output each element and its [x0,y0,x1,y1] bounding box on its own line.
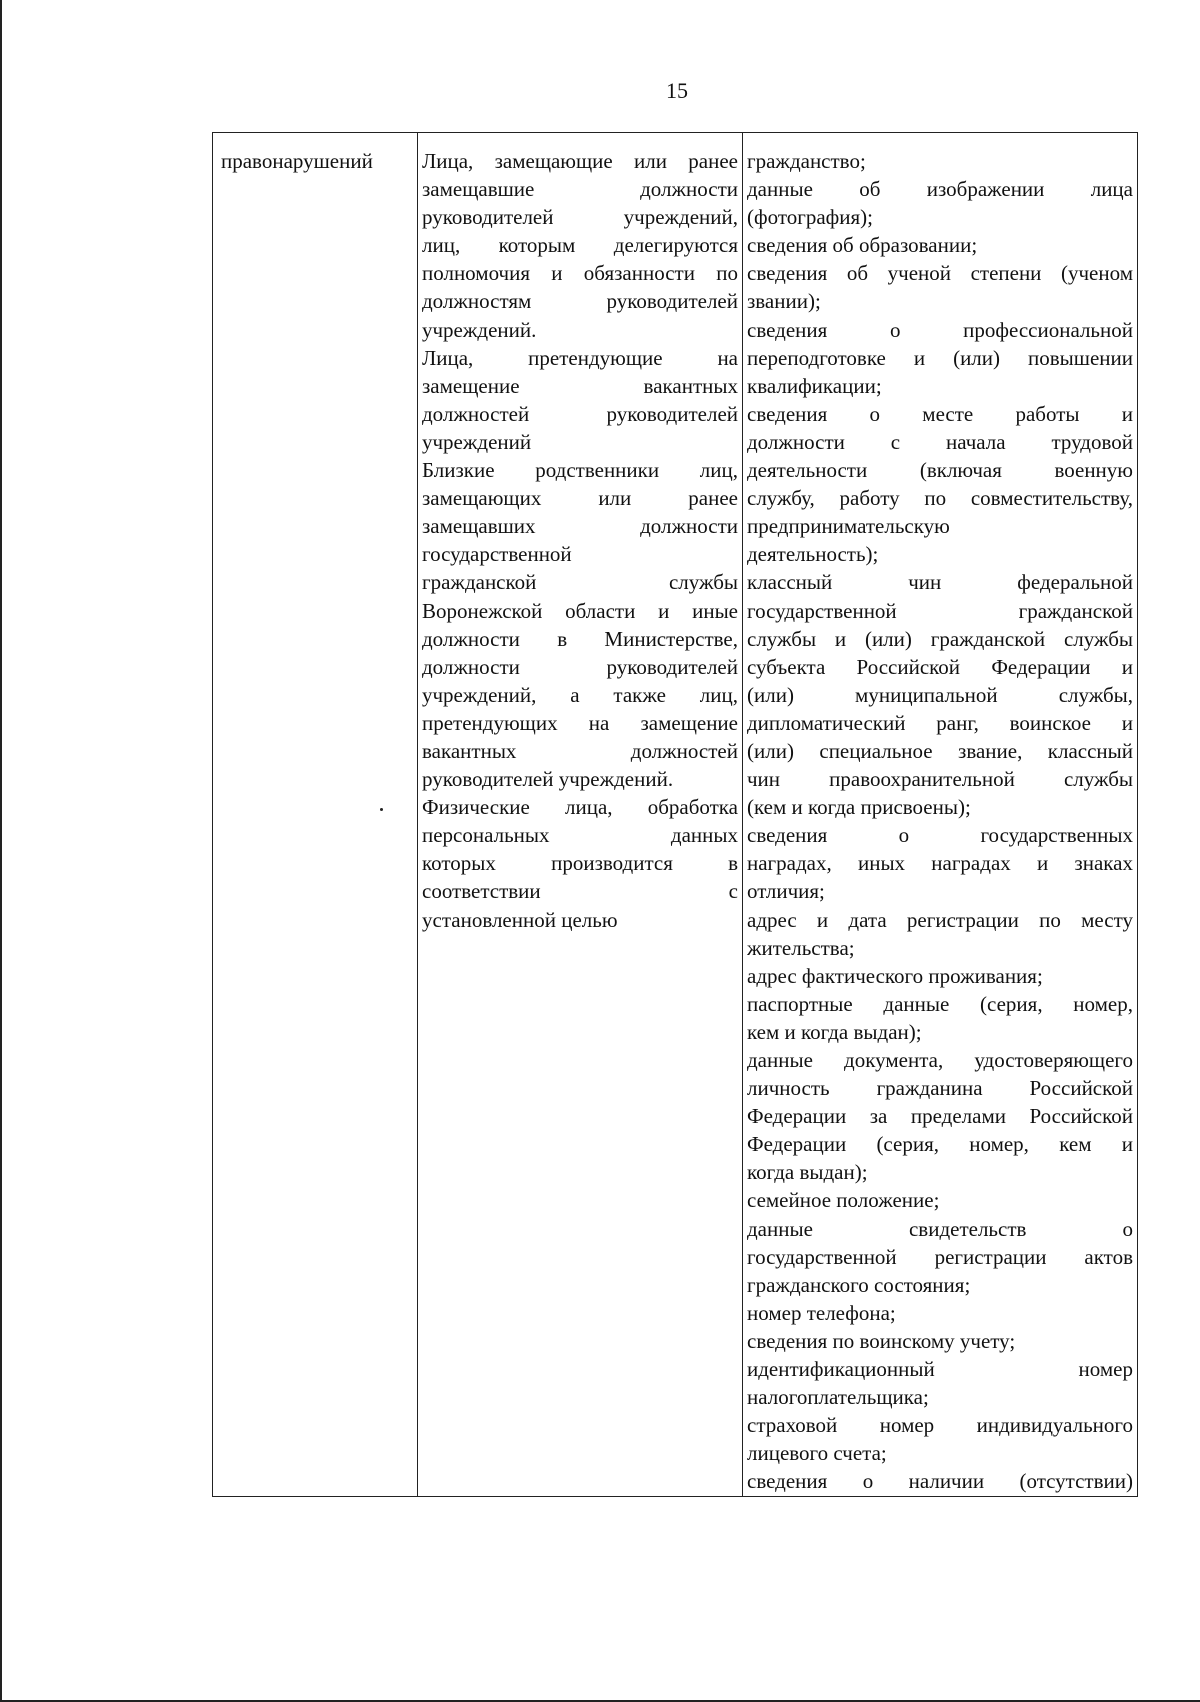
text-line: переподготовке и (или) повышении [747,345,1133,370]
text-line: данные документа, удостоверяющего [747,1048,1133,1072]
page-number: 15 [666,78,688,103]
text-line: лиц, которым делегируются [422,233,738,258]
text-line: замещающих или ранее [422,486,738,511]
text-line: жительства; [747,935,855,960]
data-list-text [743,133,1137,1496]
text-line: государственной [422,542,572,567]
scan-mark [380,808,383,811]
text-line: замещение вакантных [422,373,738,398]
text-line: руководителей учреждений. [422,767,674,792]
text-line: (фотография); [747,205,873,230]
text-line: сведения о месте работы и [747,401,1133,426]
text-line: данные свидетельств о [747,1216,1133,1241]
text-line: гражданской службы [422,570,738,595]
text-line: дипломатический ранг, воинское и [747,710,1133,735]
text-line: должностям руководителей [422,289,738,314]
text-line: (или) специальное звание, классный [747,738,1133,763]
text-line: сведения об образовании; [747,233,978,258]
text-line: деятельность); [747,542,879,567]
text-line: службы и (или) гражданской службы [747,626,1133,651]
text-line: сведения об ученой степени (ученом [747,261,1133,286]
text-line: квалификации; [747,373,882,398]
subjects-cell [418,133,743,1497]
text-line: данные об изображении лица [747,177,1133,202]
data-list-cell [743,133,1138,1497]
text-line: государственной регистрации актов [747,1244,1133,1269]
text-line: (или) муниципальной службы, [747,682,1133,707]
text-line: кем и когда выдан); [747,1019,922,1044]
text-line: замещавшие должности [422,177,738,202]
text-line: Федерации за пределами Российской [747,1104,1133,1129]
text-line: должности руководителей [422,654,738,679]
text-line: гражданского состояния; [747,1272,971,1297]
text-line: должностей руководителей [422,401,738,426]
text-line: Близкие родственники лиц, [422,458,738,483]
text-line: замещавших должности [422,514,738,539]
table-row [213,133,1138,1497]
text-line: страховой номер индивидуального [747,1413,1133,1438]
text-line: сведения по воинскому учету; [747,1328,1016,1353]
text-line: гражданство; [747,149,866,173]
category-text [213,133,417,175]
text-line: учреждений [422,429,532,454]
text-line: наградах, иных наградах и знаках [747,851,1133,876]
text-line: сведения о профессиональной [747,317,1133,342]
text-line: звании); [747,289,821,314]
text-line: руководителей учреждений, [422,205,738,230]
text-line: сведения о государственных [747,823,1133,848]
text-line: личность гражданина Российской [747,1076,1133,1101]
text-line: идентификационный номер [747,1357,1133,1382]
text-line: паспортные данные (серия, номер, [747,991,1133,1016]
text-line: номер телефона; [747,1300,896,1325]
text-line: классный чин федеральной [747,570,1133,595]
text-line: учреждений, а также лиц, [422,682,738,707]
text-line: соответствии с [422,879,738,904]
text-line: службу, работу по совместительству, [747,486,1133,511]
text-line: Воронежской области и иные [422,598,738,623]
category-cell [213,133,418,1497]
text-line: лицевого счета; [747,1441,887,1466]
text-line: претендующих на замещение [422,710,738,735]
text-line: (кем и когда присвоены); [747,795,971,820]
text-line: должности с начала трудовой [747,429,1133,454]
text-line: учреждений. [422,317,537,342]
text-line: субъекта Российской Федерации и [747,654,1133,679]
text-line: полномочия и обязанности по [422,261,738,286]
text-line: Физические лица, обработка [422,795,738,820]
subjects-text [418,133,742,934]
text-line: предпринимательскую [747,514,950,539]
text-line: государственной гражданской [747,598,1133,623]
text-line: чин правоохранительной службы [747,767,1133,792]
text-line: правонарушений [221,149,373,173]
text-line: деятельности (включая военную [747,458,1133,483]
text-line: Федерации (серия, номер, кем и [747,1132,1133,1157]
text-line: семейное положение; [747,1188,940,1213]
personal-data-table [212,132,1138,1497]
text-line: установленной целью [422,907,618,932]
text-line: вакантных должностей [422,738,738,763]
text-line: Лица, замещающие или ранее [422,149,738,173]
text-line: сведения о наличии (отсутствии) [747,1469,1133,1494]
text-line: персональных данных [422,823,738,848]
text-line: отличия; [747,879,825,904]
text-line: налогоплательщика; [747,1385,929,1410]
text-line: должности в Министерстве, [422,626,738,651]
text-line: адрес и дата регистрации по месту [747,907,1133,932]
text-line: Лица, претендующие на [422,345,738,370]
text-line: адрес фактического проживания; [747,963,1043,988]
text-line: которых производится в [422,851,738,876]
text-line: когда выдан); [747,1160,868,1185]
